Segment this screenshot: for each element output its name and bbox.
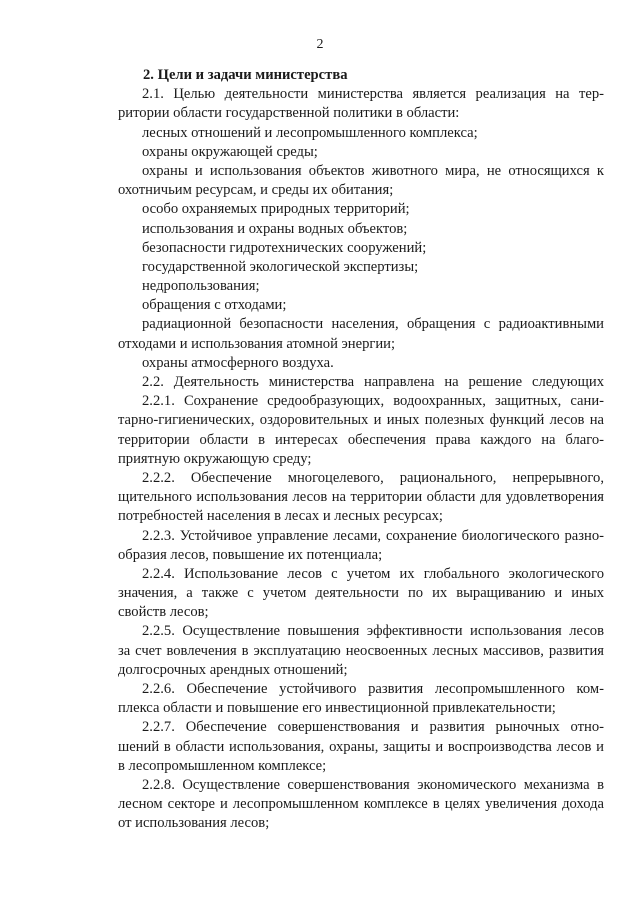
text-line: 2.2.7. Обеспечение совершенствования и развития рыночных отно-	[142, 719, 604, 736]
paragraph-lines	[118, 85, 604, 833]
text-line: долгосрочных арендных отношений;	[118, 661, 348, 678]
text-line: 2.2.8. Осуществление совершенствования экономического механизма в	[142, 776, 604, 793]
text-line: плекса области и повышение его инвестиционной привлекательности;	[118, 700, 556, 717]
text-line: территории области в интересах обеспечения права каждого на благо-	[118, 431, 604, 448]
text-line: отходами и использования атомной энергии;	[118, 335, 396, 352]
text-line: безопасности гидротехнических сооружений;	[142, 239, 427, 256]
text-line: потребностей населения в лесах и лесных ресурсах;	[118, 508, 443, 525]
text-line: 2.2.4. Использование лесов с учетом их глобального экологического	[142, 565, 604, 582]
text-line: свойств лесов;	[118, 604, 209, 621]
text-line: 2.2.5. Осуществление повышения эффективности использования лесов	[142, 623, 604, 640]
text-line: тарно-гигиенических, оздоровительных и иных полезных функций лесов на	[118, 412, 604, 429]
text-line: обращения с отходами;	[142, 297, 287, 314]
text-line: приятную окружающую среду;	[118, 450, 312, 467]
text-line: лесном секторе и лесопромышленном комплексе в целях увеличения дохода	[118, 796, 604, 813]
text-line: ритории области государственной политики в области:	[118, 105, 460, 122]
text-line: 2.2.1. Сохранение средообразующих, водоохранных, защитных, сани-	[142, 393, 604, 410]
text-line: охраны атмосферного воздуха.	[142, 354, 334, 371]
text-line: 2.2.2. Обеспечение многоцелевого, рационального, непрерывного,	[142, 469, 604, 486]
text-line: государственной экологической экспертизы;	[142, 258, 419, 275]
text-line: охраны и использования объектов животного мира, не относящихся к	[142, 162, 604, 179]
text-line: от использования лесов;	[118, 815, 270, 832]
text-line: охраны окружающей среды;	[142, 143, 318, 160]
text-line: особо охраняемых природных территорий;	[142, 201, 410, 218]
text-line: 2.2.6. Обеспечение устойчивого развития лесопромышленного ком-	[142, 681, 604, 697]
text-line: лесных отношений и лесопромышленного комплекса;	[142, 124, 478, 141]
text-line: охотничьим ресурсам, и среды их обитания;	[118, 182, 394, 199]
text-line: за счет вовлечения в эксплуатацию неосвоенных лесных массивов, развития	[118, 642, 604, 659]
text-line: образия лесов, повышение их потенциала;	[118, 546, 383, 563]
text-line: в лесопромышленном комплексе;	[118, 757, 327, 774]
text-line: щительного использования лесов на территории области для удовлетворения	[118, 489, 604, 506]
text-line: недропользования;	[142, 278, 260, 295]
text-line: использования и охраны водных объектов;	[142, 220, 408, 237]
text-line: 2.2.3. Устойчивое управление лесами, сохранение биологического разно-	[142, 527, 604, 544]
section-heading: 2. Цели и задачи министерства	[143, 67, 348, 83]
text-line: шений в области использования, охраны, защиты и воспроизводства лесов и	[118, 738, 604, 755]
text-line: 2.1. Целью деятельности министерства является реализация на тер-	[142, 86, 604, 103]
document-body	[118, 66, 604, 834]
text-line: радиационной безопасности населения, обращения с радиоактивными	[142, 316, 604, 333]
text-line: 2.2. Деятельность министерства направлена на решение следующих	[142, 374, 604, 390]
page-number: 2	[316, 37, 324, 52]
text-line: значения, а также с учетом деятельности по их выращиванию и иных	[118, 585, 604, 602]
